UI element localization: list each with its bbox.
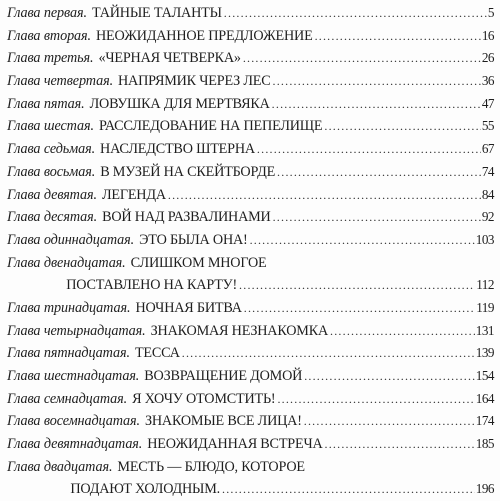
chapter-label: Глава шестая. (7, 118, 94, 135)
toc-entry-19[interactable] (7, 433, 494, 456)
page-number: 139 (475, 345, 494, 361)
dot-leader (243, 47, 481, 70)
chapter-title: ЗНАКОМАЯ НЕЗНАКОМКА (150, 322, 329, 339)
page-number: 196 (475, 481, 494, 497)
toc-entry-16[interactable] (7, 365, 494, 388)
dot-leader (304, 410, 475, 433)
toc-entry-13[interactable] (7, 297, 494, 320)
toc-entry-18[interactable] (7, 410, 494, 433)
dot-leader (250, 229, 475, 252)
chapter-label: Глава девятая. (7, 186, 97, 203)
chapter-title: ВОЗВРАЩЕНИЕ ДОМОЙ (144, 368, 303, 384)
dot-leader (277, 161, 481, 184)
toc-entry-1[interactable] (7, 2, 494, 25)
page-number: 164 (475, 390, 494, 406)
toc-entry-5[interactable] (7, 93, 494, 116)
page-number: 36 (481, 73, 494, 89)
page-number: 119 (476, 299, 494, 315)
dot-leader (272, 93, 481, 116)
dot-leader (222, 478, 475, 501)
dot-leader (239, 274, 475, 297)
chapter-label: Глава вторая. (7, 27, 91, 44)
toc-entry-6[interactable] (7, 115, 494, 138)
dot-leader (273, 70, 481, 93)
chapter-title: ВОЙ НАД РАЗВАЛИНАМИ (102, 209, 271, 226)
chapter-label: Глава одиннадцатая. (7, 231, 135, 248)
toc-entry-9[interactable] (7, 184, 494, 207)
chapter-title: ЛОВУШКА ДЛЯ МЕРТВЯКА (89, 95, 270, 112)
chapter-title-continuation: ПОСТАВЛЕНО НА КАРТУ! (66, 277, 238, 294)
chapter-label: Глава семнадцатая. (7, 390, 128, 407)
chapter-title: ЛЕГЕНДА (101, 186, 166, 203)
page-number: 26 (481, 50, 494, 66)
chapter-title: СЛИШКОМ МНОГОЕ (130, 254, 267, 271)
page-number: 92 (481, 209, 494, 225)
toc-entry-12-continuation[interactable] (7, 274, 494, 297)
page-number: 16 (481, 27, 494, 43)
dot-leader (224, 2, 487, 25)
chapter-title: НОЧНАЯ БИТВА (135, 299, 242, 316)
page-number: 154 (475, 368, 494, 383)
chapter-title: НЕОЖИДАННАЯ ВСТРЕЧА (147, 436, 323, 453)
toc-entry-2[interactable] (7, 25, 494, 48)
chapter-label: Глава тринадцатая. (7, 299, 131, 316)
chapter-label: Глава девятнадцатая. (7, 436, 143, 453)
chapter-label: Глава восемнадцатая. (7, 413, 140, 430)
chapter-title: Я ХОЧУ ОТОМСТИТЬ! (132, 390, 276, 407)
page-number: 67 (481, 141, 494, 157)
toc-entry-3[interactable] (7, 47, 494, 70)
chapter-title: МЕСТЬ — БЛЮДО, КОТОРОЕ (117, 458, 305, 475)
chapter-title: НЕОЖИДАННОЕ ПРЕДЛОЖЕНИЕ (96, 27, 313, 44)
chapter-title: РАССЛЕДОВАНИЕ НА ПЕПЕЛИЩЕ (98, 118, 323, 135)
page-number: 5 (487, 5, 494, 20)
chapter-label: Глава двадцатая. (7, 458, 113, 475)
toc-entry-17[interactable] (7, 388, 494, 411)
chapter-label: Глава четырнадцатая. (7, 322, 146, 339)
dot-leader (304, 365, 475, 388)
page-number: 84 (481, 186, 494, 202)
chapter-title: ТЕССА (134, 345, 180, 362)
toc-entry-20[interactable] (7, 456, 494, 479)
dot-leader (244, 297, 475, 320)
dot-leader (315, 25, 481, 48)
dot-leader (168, 184, 481, 207)
toc-entry-10[interactable] (7, 206, 494, 229)
toc-entry-12[interactable] (7, 252, 494, 275)
chapter-label: Глава первая. (7, 5, 87, 21)
chapter-title: НАСЛЕДСТВО ШТЕРНА (100, 141, 255, 158)
page-number: 74 (481, 163, 494, 179)
toc-entry-11[interactable] (7, 229, 494, 252)
page-number: 112 (476, 277, 494, 293)
toc-entry-20-continuation[interactable] (7, 478, 494, 501)
chapter-label: Глава восьмая. (7, 163, 96, 180)
dot-leader (325, 433, 475, 456)
toc-entry-15[interactable] (7, 342, 494, 365)
chapter-label: Глава третья. (7, 50, 94, 67)
page-number: 47 (481, 95, 494, 111)
chapter-title: В МУЗЕЙ НА СКЕЙТБОРДЕ (100, 163, 276, 180)
chapter-label: Глава шестнадцатая. (7, 368, 140, 384)
toc-entry-14[interactable] (7, 320, 494, 343)
toc-entry-7[interactable] (7, 138, 494, 161)
chapter-label: Глава десятая. (7, 209, 98, 226)
page-number: 131 (475, 322, 494, 338)
dot-leader (330, 320, 475, 343)
chapter-label: Глава седьмая. (7, 141, 96, 158)
dot-leader (324, 115, 480, 138)
chapter-label: Глава четвертая. (7, 73, 114, 90)
chapter-label: Глава пятнадцатая. (7, 345, 130, 362)
chapter-label: Глава пятая. (7, 95, 85, 112)
chapter-title: ЭТО БЫЛА ОНА! (139, 231, 248, 248)
page-number: 185 (475, 436, 494, 452)
chapter-label: Глава двенадцатая. (7, 254, 126, 271)
dot-leader (277, 388, 474, 411)
toc-entry-4[interactable] (7, 70, 494, 93)
dot-leader (273, 206, 481, 229)
dot-leader (182, 342, 475, 365)
page-number: 103 (475, 231, 494, 247)
chapter-title-continuation: ПОДАЮТ ХОЛОДНЫМ. (70, 481, 220, 498)
toc-entry-8[interactable] (7, 161, 494, 184)
chapter-title: «ЧЕРНАЯ ЧЕТВЕРКА» (98, 50, 241, 67)
page-number: 174 (475, 413, 494, 429)
chapter-title: ТАЙНЫЕ ТАЛАНТЫ (91, 5, 222, 21)
chapter-title: ЗНАКОМЫЕ ВСЕ ЛИЦА! (144, 413, 302, 430)
chapter-title: НАПРЯМИК ЧЕРЕЗ ЛЕС (118, 73, 271, 90)
dot-leader (257, 138, 481, 161)
page-number: 55 (481, 118, 494, 134)
